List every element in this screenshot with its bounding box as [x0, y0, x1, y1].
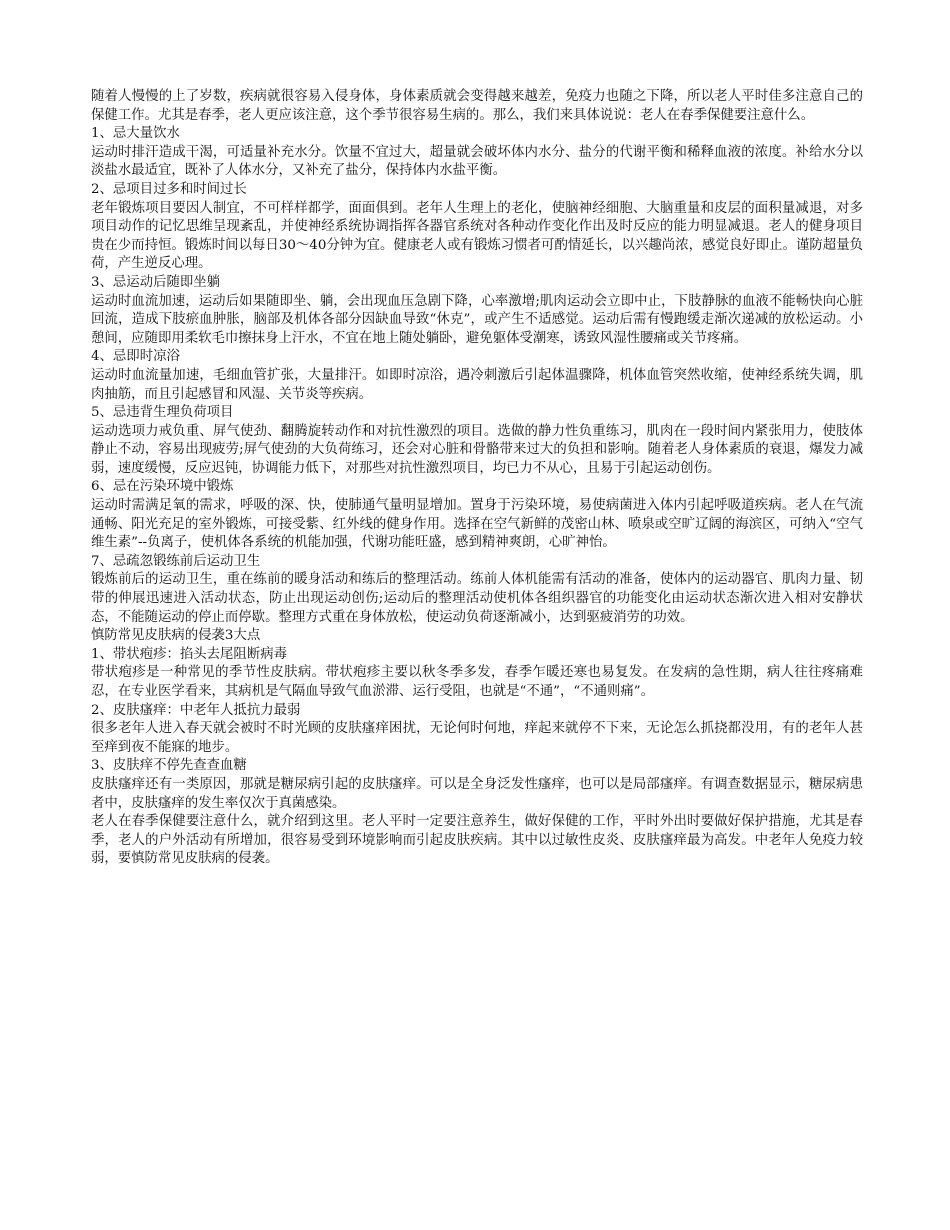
section-paragraph: 老年锻炼项目要因人制宜，不可样样都学，面面俱到。老年人生理上的老化，使脑神经细胞、大脑重量和皮层的面积量减退，对多项目动作的记忆思维呈现紊乱，并使神经系统协调指挥各器官系统对各种动作变化作出及时反应的能力明显减退。老人的健身项目贵在少而持恒。锻炼时间以每日30～40分钟为宜。健康老人或有锻炼习惯者可酌情延长，以兴趣尚浓，感觉良好即止。谨防超量负荷，产生逆反心理。: [91, 200, 863, 272]
section-heading: 4、忌即时凉浴: [91, 349, 180, 365]
section-heading: 2、皮肤瘙痒：中老年人抵抗力最弱: [91, 702, 301, 718]
section-heading: 6、忌在污染环境中锻炼: [91, 479, 234, 495]
section-paragraph: 很多老年人进入春天就会被时不时光顾的皮肤瘙痒困扰，无论何时何地，痒起来就停不下来，无论怎么抓挠都没用，有的老年人甚至痒到夜不能寐的地步。: [91, 721, 863, 755]
section-paragraph: 带状疱疹是一种常见的季节性皮肤病。带状疱疹主要以秋冬季多发，春季乍暖还寒也易复发。在发病的急性期，病人往往疼痛难忍，在专业医学看来，其病机是气隔血导致气血淤滞、运行受阻，也就是“不通”，“不通则痛”。: [91, 665, 863, 699]
section-heading: 1、忌大量饮水: [91, 126, 180, 142]
part-heading: 慎防常见皮肤病的侵袭3大点: [91, 628, 261, 644]
section-paragraph: 运动选项力戒负重、屏气使劲、翻腾旋转动作和对抗性激烈的项目。选做的静力性负重练习，肌肉在一段时间内紧张用力，使肢体静止不动，容易出现疲劳;屏气使劲的大负荷练习，还会对心脏和骨骼带来过大的负担和影响。随着老人身体素质的衰退，爆发力减弱，速度缓慢，反应迟钝，协调能力低下，对那些对抗性激烈项目，均已力不从心，且易于引起运动创伤。: [91, 423, 863, 476]
section-paragraph: 锻炼前后的运动卫生，重在练前的暖身活动和练后的整理活动。练前人体机能需有活动的准备，使体内的运动器官、肌肉力量、韧带的伸展迅速进入活动状态，防止出现运动创伤;运动后的整理活动使机体各组织器官的功能变化由运动状态渐次进入相对安静状态，不能随运动的停止而停歇。整理方式重在身体放松，使运动负荷逐渐减小，达到驱疲消劳的功效。: [91, 572, 863, 625]
section-heading: 5、忌违背生理负荷项目: [91, 405, 234, 421]
intro-paragraph: 随着人慢慢的上了岁数，疾病就很容易入侵身体，身体素质就会变得越来越差，免疫力也随之下降，所以老人平时佳多注意自己的保健工作。尤其是春季，老人更应该注意，这个季节很容易生病的。那么，我们来具体说说：老人在春季保健要注意什么。: [91, 89, 863, 123]
section-paragraph: 运动时需满足氧的需求，呼吸的深、快，使肺通气量明显增加。置身于污染环境，易使病菌进入体内引起呼吸道疾病。老人在气流通畅、阳光充足的室外锻炼，可接受紫、红外线的健身作用。选择在空气新鲜的茂密山林、喷泉或空旷辽阔的海滨区，可纳入“空气维生素”--负离子，使机体各系统的机能加强，代谢功能旺盛，感到精神爽朗，心旷神怡。: [91, 498, 863, 551]
section-heading: 1、带状疱疹：掐头去尾阻断病毒: [91, 646, 287, 662]
section-paragraph: 运动时血流加速，运动后如果随即坐、躺，会出现血压急剧下降，心率激增;肌肉运动会立即中止，下肢静脉的血液不能畅快向心脏回流，造成下肢瘀血肿胀，脑部及机体各部分因缺血导致“休克”，或产生不适感觉。运动后需有慢跑缓走渐次递减的放松运动。小憩间，应随即用柔软毛巾擦抹身上汗水，不宜在地上随处躺卧，避免躯体受潮寒，诱致风湿性腰痛或关节疼痛。: [91, 293, 863, 346]
section-paragraph: 运动时血流量加速，毛细血管扩张，大量排汗。如即时凉浴，遇冷刺激后引起体温骤降，机体血管突然收缩，使神经系统失调，肌肉抽筋，而且引起感冒和风湿、关节炎等疾病。: [91, 367, 863, 402]
section-heading: 7、忌疏忽锻练前后运动卫生: [91, 553, 261, 569]
section-paragraph: 皮肤瘙痒还有一类原因，那就是糖尿病引起的皮肤瘙痒。可以是全身泛发性瘙痒，也可以是局部瘙痒。有调查数据显示，糖尿病患者中，皮肤瘙痒的发生率仅次于真菌感染。: [91, 776, 863, 811]
section-heading: 3、皮肤痒不停先查查血糖: [91, 758, 247, 774]
section-paragraph: 运动时排汗造成干渴，可适量补充水分。饮量不宜过大，超量就会破坏体内水分、盐分的代谢平衡和稀释血液的浓度。补给水分以淡盐水最适宜，既补了人体水分，又补充了盐分，保持体内水盐平衡。: [91, 144, 863, 179]
conclusion-paragraph: 老人在春季保健要注意什么，就介绍到这里。老人平时一定要注意养生，做好保健的工作，平时外出时要做好保护措施，尤其是春季，老人的户外活动有所增加，很容易受到环境影响而引起皮肤疾病。其中以过敏性皮炎、皮肤瘙痒最为高发。中老年人免疫力较弱，要慎防常见皮肤病的侵袭。: [91, 814, 863, 867]
document-body: [91, 88, 863, 869]
section-heading: 2、忌项目过多和时间过长: [91, 181, 247, 197]
section-heading: 3、忌运动后随即坐躺: [91, 274, 221, 290]
